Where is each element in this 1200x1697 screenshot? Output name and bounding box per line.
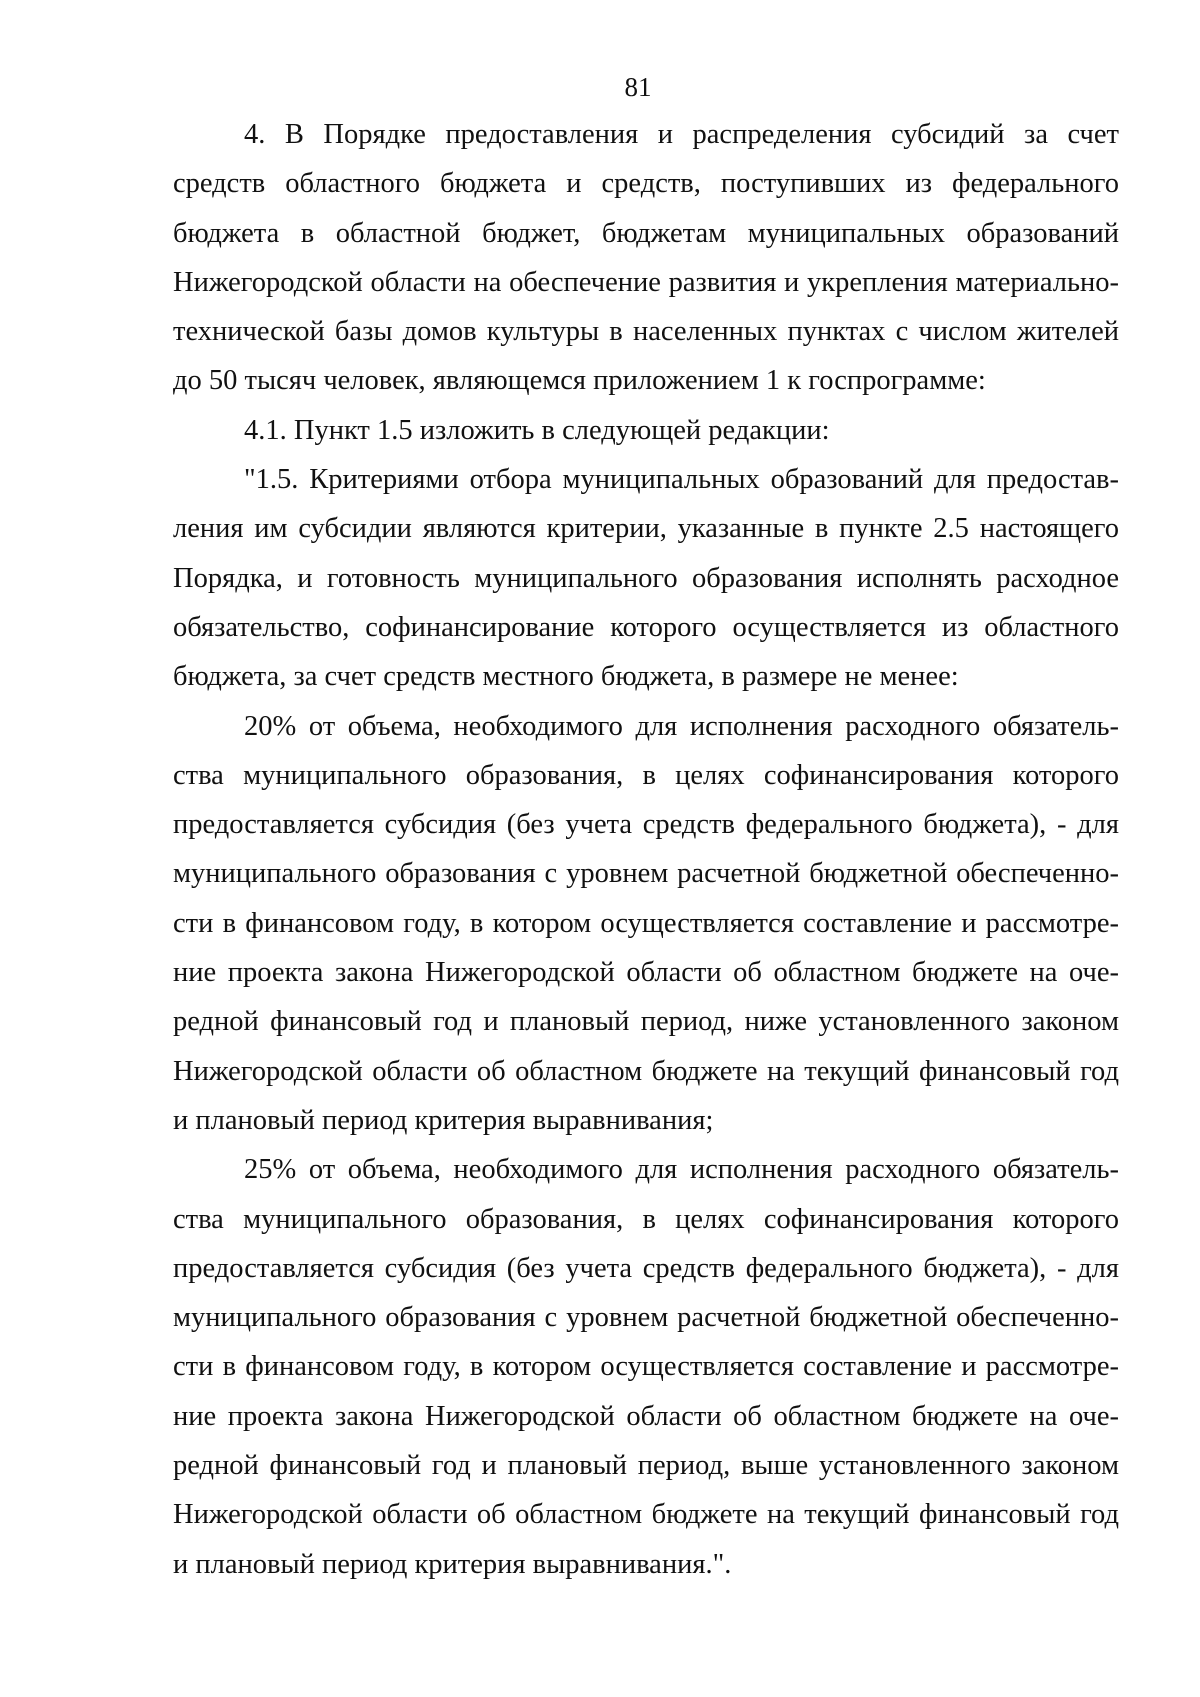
paragraph-item-4-1: 4.1. Пункт 1.5 изложить в следующей редакции:: [244, 414, 830, 446]
paragraph-25-percent: 25% от объема, необходимого для исполнения расходного обязательства муниципального образования, в целях софинансирования которого предоставляется субсидия (без учета средств федерального бюджета), - для муниципального образования с уровнем расчетной бюджетной обеспеченности в финансовом году, в котором осуществляется составление и рассмотрение проекта закона Нижегородской области об областном бюджете на очередной финансовый год и плановый период, выше установленного законом Нижегородской области об областном бюджете на текущий финансовый год и плановый период критерия выравнивания.".: [173, 1154, 1119, 1580]
paragraph-20-percent: 20% от объема, необходимого для исполнения расходного обязательства муниципального образования, в целях софинансирования которого предоставляется субсидия (без учета средств федерального бюджета), - для муниципального образования с уровнем расчетной бюджетной обеспеченности в финансовом году, в котором осуществляется составление и рассмотрение проекта закона Нижегородской области об областном бюджете на очередной финансовый год и плановый период, ниже установленного законом Нижегородской области об областном бюджете на текущий финансовый год и плановый период критерия выравнивания;: [173, 710, 1119, 1136]
page-number: 81: [624, 72, 652, 102]
document-body: [173, 110, 1119, 1589]
paragraph-item-1-5-criteria: "1.5. Критериями отбора муниципальных образований для предоставления им субсидии являются критерии, указанные в пункте 2.5 настоящего Порядка, и готовность муниципального образования исполнять расходное обязательство, софинансирование которого осуществляется из областного бюджета, за счет средств местного бюджета, в размере не менее:: [173, 464, 1119, 693]
paragraph-section-4-intro: 4. В Порядке предоставления и распределения субсидий за счет средств областного бюджета и средств, поступивших из федерального бюджета в областной бюджет, бюджетам муниципальных образований Нижегородской области на обеспечение развития и укрепления материально-технической базы домов культуры в населенных пунктах с числом жителей до 50 тысяч человек, являющемся приложением 1 к госпрограмме:: [173, 119, 1119, 397]
